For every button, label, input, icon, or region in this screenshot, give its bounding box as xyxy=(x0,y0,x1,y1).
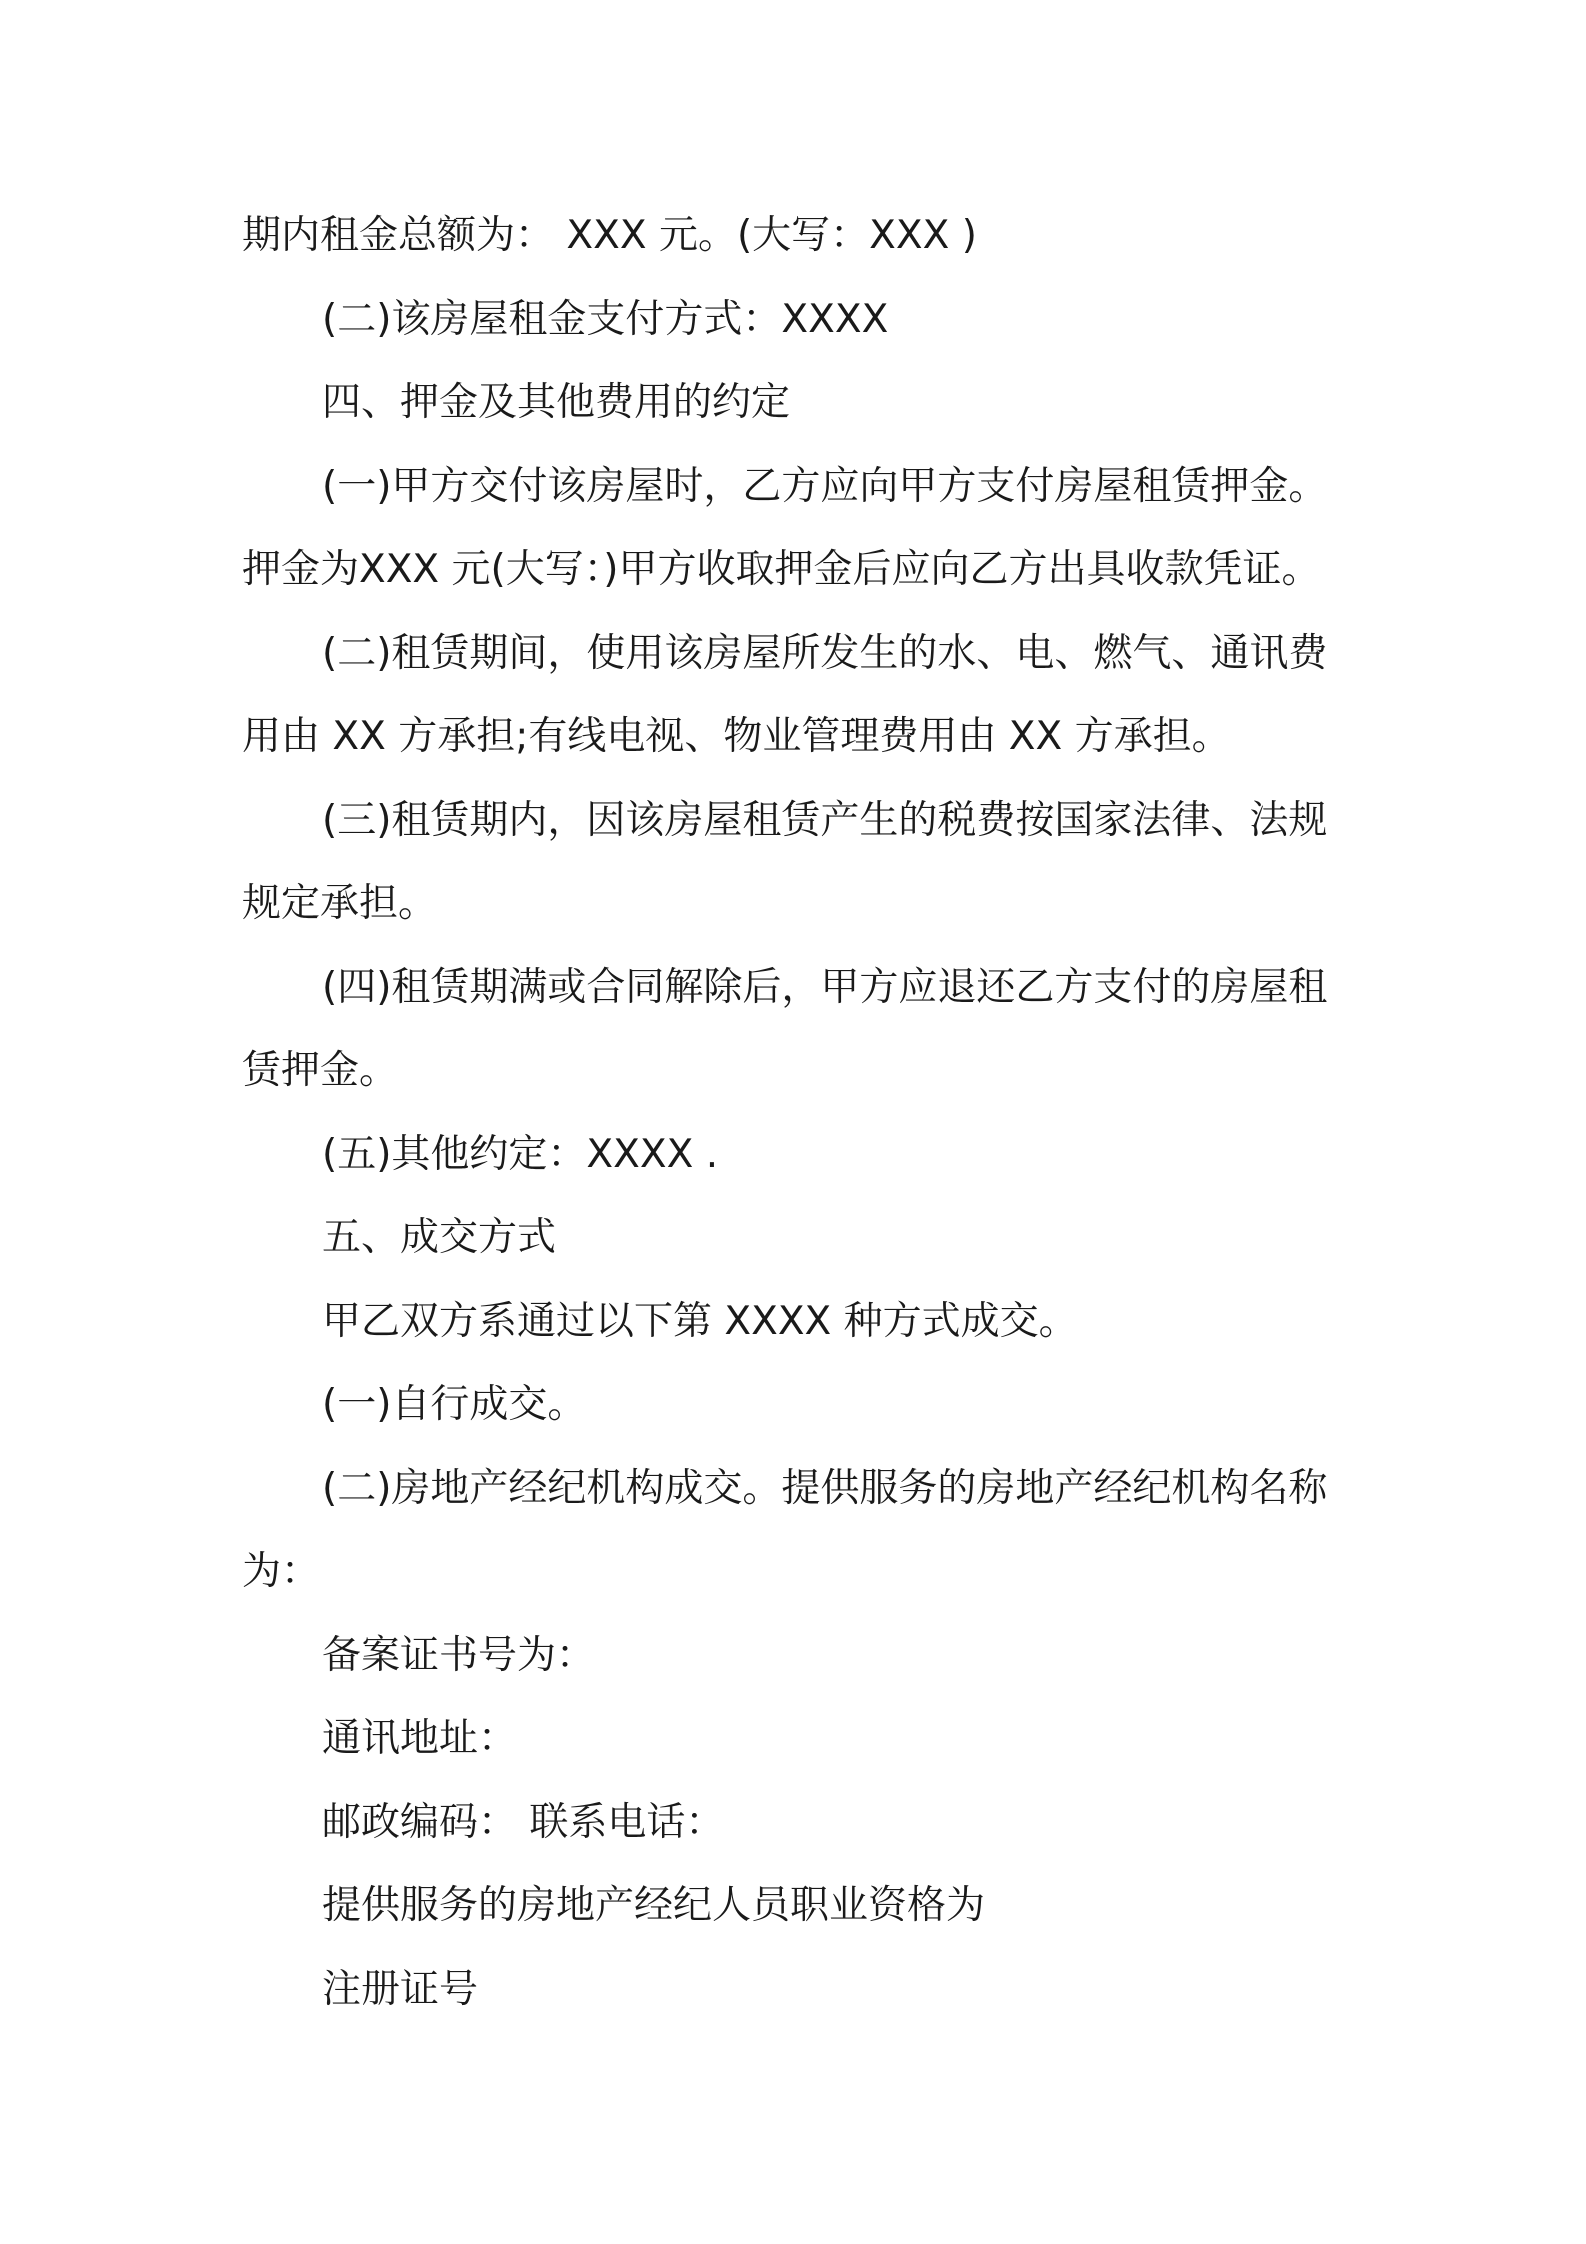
text-line: (四)租赁期满或合同解除后，甲方应退还乙方支付的房屋租 xyxy=(322,964,1328,1010)
text-line: 规定承担。 xyxy=(242,881,438,926)
text-line: (二)房地产经纪机构成交。提供服务的房地产经纪机构名称 xyxy=(322,1465,1328,1511)
text-line: 期内租金总额为： XXX 元。(大写：XXX ) xyxy=(242,213,977,258)
form-field-label: 邮政编码： 联系电话： xyxy=(322,1799,725,1845)
text-line: 甲乙双方系通过以下第 XXXX 种方式成交。 xyxy=(322,1298,1078,1344)
text-line: (三)租赁期内，因该房屋租赁产生的税费按国家法律、法规 xyxy=(322,797,1328,843)
form-field-label: 注册证号 xyxy=(322,1966,479,2012)
text-line: (一)自行成交。 xyxy=(322,1382,587,1427)
form-field-label: 备案证书号为： xyxy=(322,1632,596,1678)
text-line: 押金为XXX 元(大写：)甲方收取押金后应向乙方出具收款凭证。 xyxy=(242,547,1321,592)
text-line: 赁押金。 xyxy=(242,1048,399,1093)
text-line: (二)租赁期间，使用该房屋所发生的水、电、燃气、通讯费 xyxy=(322,630,1328,676)
section-heading: 五、成交方式 xyxy=(322,1215,557,1260)
text-line: 为： xyxy=(242,1549,321,1594)
text-line: (五)其他约定：XXXX . xyxy=(322,1131,719,1177)
section-heading: 四、押金及其他费用的约定 xyxy=(322,380,791,425)
form-field-label: 通讯地址： xyxy=(322,1716,518,1761)
text-line: (一)甲方交付该房屋时，乙方应向甲方支付房屋租赁押金。 xyxy=(322,463,1328,509)
text-line: 用由 XX 方承担;有线电视、物业管理费用由 XX 方承担。 xyxy=(242,714,1231,759)
document-body xyxy=(242,194,1362,2031)
text-line: (二)该房屋租金支付方式：XXXX xyxy=(322,296,889,342)
form-field-label: 提供服务的房地产经纪人员职业资格为 xyxy=(322,1883,986,1928)
